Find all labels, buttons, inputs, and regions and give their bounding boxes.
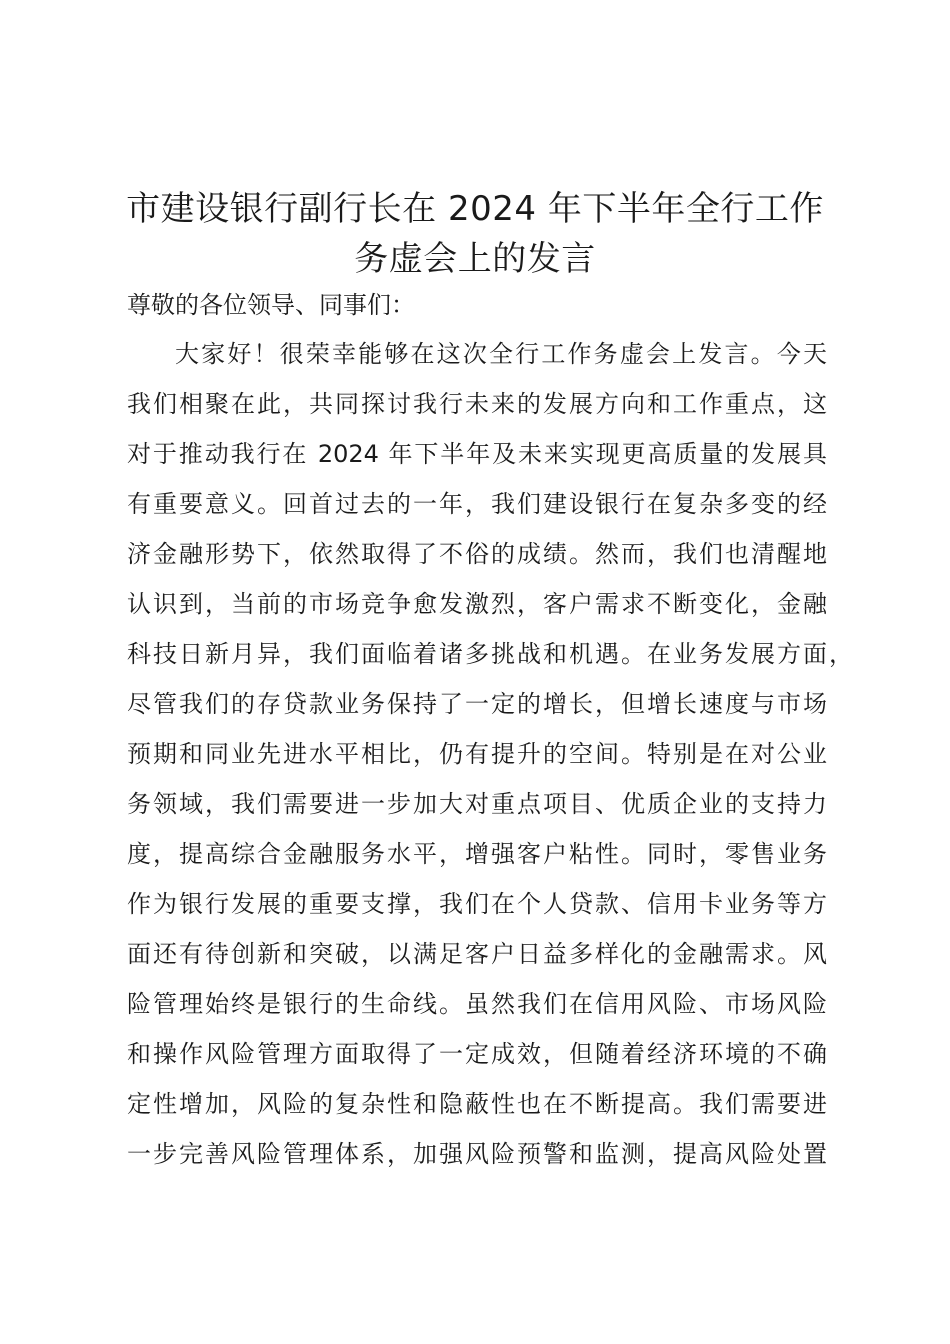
body-line: 尽管我们的存贷款业务保持了一定的增长，但增长速度与市场 — [127, 690, 827, 718]
body-line: 预期和同业先进水平相比，仍有提升的空间。特别是在对公业 — [127, 740, 827, 768]
document-title-line-2: 务虚会上的发言 — [354, 239, 596, 279]
body-line: 济金融形势下，依然取得了不俗的成绩。然而，我们也清醒地 — [127, 540, 827, 568]
body-line: 大家好！很荣幸能够在这次全行工作务虚会上发言。今天 — [175, 340, 827, 368]
body-line: 务领域，我们需要进一步加大对重点项目、优质企业的支持力 — [127, 790, 827, 818]
body-line: 险管理始终是银行的生命线。虽然我们在信用风险、市场风险 — [127, 990, 827, 1018]
body-line: 和操作风险管理方面取得了一定成效，但随着经济环境的不确 — [127, 1040, 827, 1068]
body-line: 面还有待创新和突破，以满足客户日益多样化的金融需求。风 — [127, 940, 827, 968]
body-line: 有重要意义。回首过去的一年，我们建设银行在复杂多变的经 — [127, 490, 827, 518]
body-line: 我们相聚在此，共同探讨我行未来的发展方向和工作重点，这 — [127, 390, 827, 418]
document-title-line-1: 市建设银行副行长在 2024 年下半年全行工作 — [126, 189, 824, 229]
body-line: 度，提高综合金融服务水平，增强客户粘性。同时，零售业务 — [127, 840, 827, 868]
body-line: 作为银行发展的重要支撑，我们在个人贷款、信用卡业务等方 — [127, 890, 827, 918]
body-line: 对于推动我行在 2024 年下半年及未来实现更高质量的发展具 — [127, 440, 827, 468]
body-line: 认识到，当前的市场竞争愈发激烈，客户需求不断变化，金融 — [127, 590, 827, 618]
greeting: 尊敬的各位领导、同事们： — [127, 291, 415, 319]
body-line: 科技日新月异，我们面临着诸多挑战和机遇。在业务发展方面， — [127, 640, 853, 668]
body-line: 一步完善风险管理体系，加强风险预警和监测，提高风险处置 — [127, 1140, 827, 1168]
body-line: 定性增加，风险的复杂性和隐蔽性也在不断提高。我们需要进 — [127, 1090, 827, 1118]
